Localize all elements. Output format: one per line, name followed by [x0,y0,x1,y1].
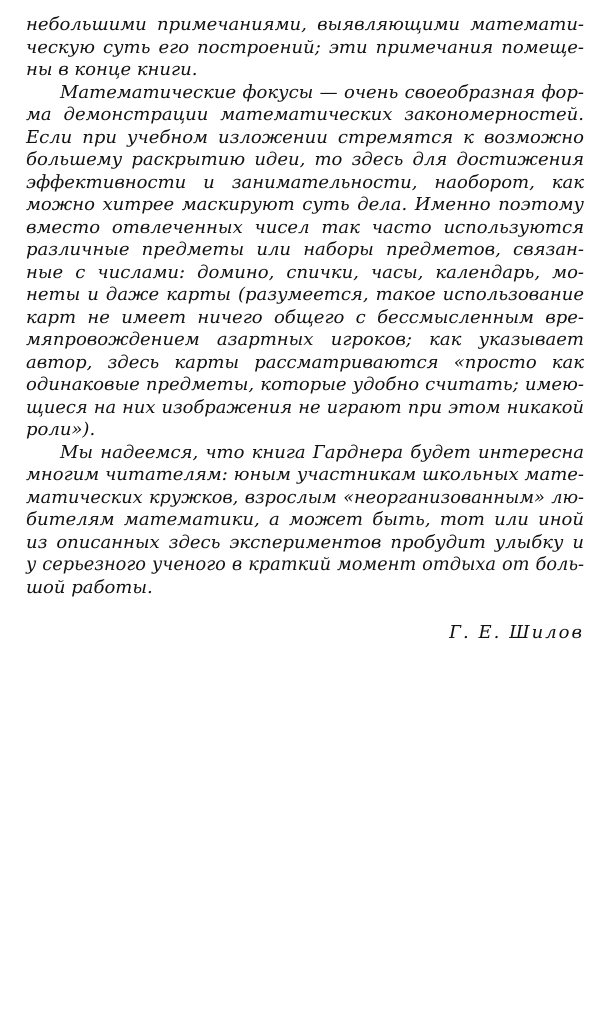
text-line: автор, здесь карты рассматриваются «просто как [26,351,584,373]
text-line: Математические фокусы — очень своеобразная фор- [60,81,584,103]
text-line: ма демонстрации математических закономерностей. [26,104,584,125]
text-line: щиеся на них изображения не играют при этом никакой [26,396,584,418]
text-line: вместо отвлеченных чисел так часто используются [26,216,584,238]
text-line: у серьезного ученого в краткий момент отдыха от боль- [26,555,584,575]
text-line: ны в конце книги. [26,59,198,80]
page-text [26,14,584,599]
paragraph-3 [26,442,584,600]
text-line: мяпровождением азартных игроков; как указывает [26,329,584,350]
paragraph-2 [26,82,584,442]
text-line: различные предметы или наборы предметов, связан- [26,239,584,260]
text-line: неты и даже карты (разумеется, такое использование [26,284,584,305]
text-line: из описанных здесь экспериментов пробудит улыбку и [26,531,584,553]
text-line: карт не имеет ничего общего с бессмысленным вре- [26,306,584,328]
text-line: ческую суть его построений; эти примечания помеще- [26,36,584,58]
text-line: можно хитрее маскируют суть дела. Именно поэтому [26,194,584,215]
text-line: Мы надеемся, что книга Гарднера будет интересна [60,441,584,463]
author-signature: Г. Е. Шилов [449,622,584,643]
paragraph-1 [26,14,584,82]
text-line: Если при учебном изложении стремятся к возможно [26,126,584,148]
text-line: одинаковые предметы, которые удобно считать; имею- [26,374,584,395]
text-line: многим читателям: юным участникам школьных мате- [26,464,584,485]
text-line: бителям математики, а может быть, тот или иной [26,509,584,530]
text-line: большему раскрытию идеи, то здесь для достижения [26,149,584,170]
text-line: эффективности и занимательности, наоборот, как [26,171,584,193]
text-line: матических кружков, взрослым «неорганизованным» лю- [26,487,584,508]
text-line: шой работы. [26,576,153,598]
text-line: роли»). [26,419,96,440]
text-line: небольшими примечаниями, выявляющими математи- [26,14,584,35]
text-line: ные с числами: домино, спички, часы, календарь, мо- [26,261,584,283]
